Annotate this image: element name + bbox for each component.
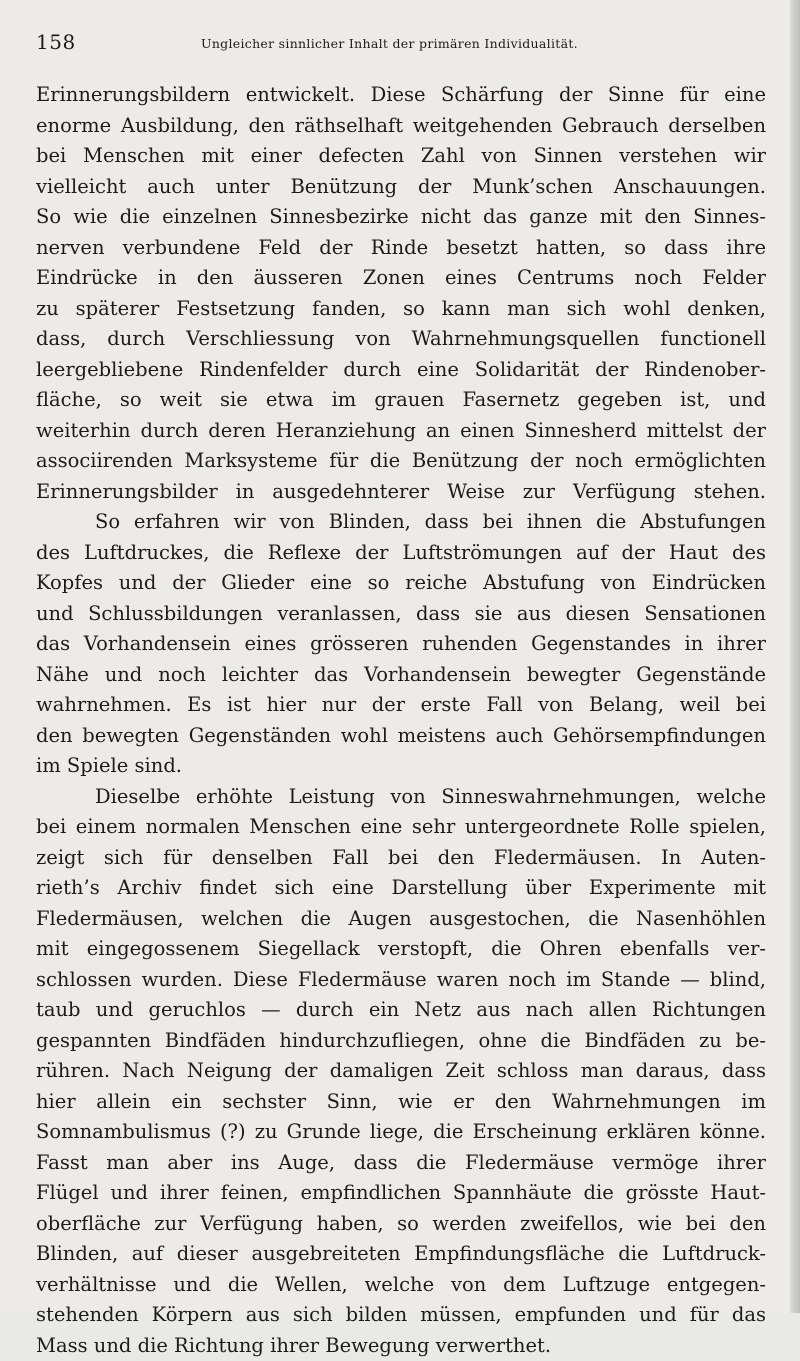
- text-line: schlossen wurden. Diese Fledermäuse waren noch im Stande — blind,: [36, 965, 766, 996]
- running-title: Ungleicher sinnlicher Inhalt der primären Individualität.: [201, 36, 578, 51]
- text-line: hier allein ein sechster Sinn, wie er den Wahrnehmungen im: [36, 1087, 766, 1118]
- paragraph-start-line: So erfahren wir von Blinden, dass bei ihnen die Abstufungen: [36, 507, 766, 538]
- text-line: fläche, so weit sie etwa im grauen Fasernetz gegeben ist, und: [36, 385, 766, 416]
- text-line: dass, durch Verschliessung von Wahrnehmungsquellen functionell: [36, 324, 766, 355]
- page-header: [36, 28, 776, 58]
- text-line: gespannten Bindfäden hindurchzufliegen, ohne die Bindfäden zu be-: [36, 1026, 766, 1057]
- text-line: zeigt sich für denselben Fall bei den Fledermäusen. In Auten-: [36, 843, 766, 874]
- text-line: bei einem normalen Menschen eine sehr untergeordnete Rolle spielen,: [36, 812, 766, 843]
- text-line: rieth’s Archiv findet sich eine Darstellung über Experimente mit: [36, 873, 766, 904]
- text-line: enorme Ausbildung, den räthselhaft weitgehenden Gebrauch derselben: [36, 111, 766, 142]
- text-line: Kopfes und der Glieder eine so reiche Abstufung von Eindrücken: [36, 568, 766, 599]
- text-line: zu späterer Festsetzung fanden, so kann man sich wohl denken,: [36, 294, 766, 325]
- text-line: Blinden, auf dieser ausgebreiteten Empfindungsfläche die Luftdruck-: [36, 1239, 766, 1270]
- text-line: Flügel und ihrer feinen, empfindlichen Spannhäute die grösste Haut-: [36, 1178, 766, 1209]
- text-line: des Luftdruckes, die Reflexe der Luftströmungen auf der Haut des: [36, 538, 766, 569]
- text-line: Mass und die Richtung ihrer Bewegung verwerthet.: [36, 1331, 766, 1361]
- text-line: vielleicht auch unter Benützung der Munk’schen Anschauungen.: [36, 172, 766, 203]
- text-line: mit eingegossenem Siegellack verstopft, die Ohren ebenfalls ver-: [36, 934, 766, 965]
- text-line: rühren. Nach Neigung der damaligen Zeit schloss man daraus, dass: [36, 1056, 766, 1087]
- text-line: im Spiele sind.: [36, 751, 766, 782]
- text-line: stehenden Körpern aus sich bilden müssen, empfunden und für das: [36, 1300, 766, 1331]
- text-line: Erinnerungsbilder in ausgedehnterer Weise zur Verfügung stehen.: [36, 477, 766, 508]
- text-line: und Schlussbildungen veranlassen, dass sie aus diesen Sensationen: [36, 599, 766, 630]
- text-line: nerven verbundene Feld der Rinde besetzt hatten, so dass ihre: [36, 233, 766, 264]
- text-line: bei Menschen mit einer defecten Zahl von Sinnen verstehen wir: [36, 141, 766, 172]
- text-line: weiterhin durch deren Heranziehung an einen Sinnesherd mittelst der: [36, 416, 766, 447]
- text-line: Fledermäusen, welchen die Augen ausgestochen, die Nasenhöhlen: [36, 904, 766, 935]
- text-line: das Vorhandensein eines grösseren ruhenden Gegenstandes in ihrer: [36, 629, 766, 660]
- page-number: 158: [36, 30, 76, 54]
- text-line: Somnambulismus (?) zu Grunde liege, die Erscheinung erklären könne.: [36, 1117, 766, 1148]
- text-line: Eindrücke in den äusseren Zonen eines Centrums noch Felder: [36, 263, 766, 294]
- text-line: taub und geruchlos — durch ein Netz aus nach allen Richtungen: [36, 995, 766, 1026]
- text-line: Erinnerungsbildern entwickelt. Diese Schärfung der Sinne für eine: [36, 80, 766, 111]
- text-line: associirenden Marksysteme für die Benützung der noch ermöglichten: [36, 446, 766, 477]
- text-line: verhältnisse und die Wellen, welche von dem Luftzuge entgegen-: [36, 1270, 766, 1301]
- text-line: den bewegten Gegenständen wohl meistens auch Gehörsempfindungen: [36, 721, 766, 752]
- text-line: So wie die einzelnen Sinnesbezirke nicht das ganze mit den Sinnes-: [36, 202, 766, 233]
- text-line: leergebliebene Rindenfelder durch eine Solidarität der Rindenober-: [36, 355, 766, 386]
- body-text: [36, 80, 766, 1361]
- text-line: wahrnehmen. Es ist hier nur der erste Fall von Belang, weil bei: [36, 690, 766, 721]
- page-edge-shadow: [790, 0, 800, 1313]
- text-line: Fasst man aber ins Auge, dass die Fledermäuse vermöge ihrer: [36, 1148, 766, 1179]
- text-line: oberfläche zur Verfügung haben, so werden zweifellos, wie bei den: [36, 1209, 766, 1240]
- paragraph-start-line: Dieselbe erhöhte Leistung von Sinneswahrnehmungen, welche: [36, 782, 766, 813]
- text-line: Nähe und noch leichter das Vorhandensein bewegter Gegenstände: [36, 660, 766, 691]
